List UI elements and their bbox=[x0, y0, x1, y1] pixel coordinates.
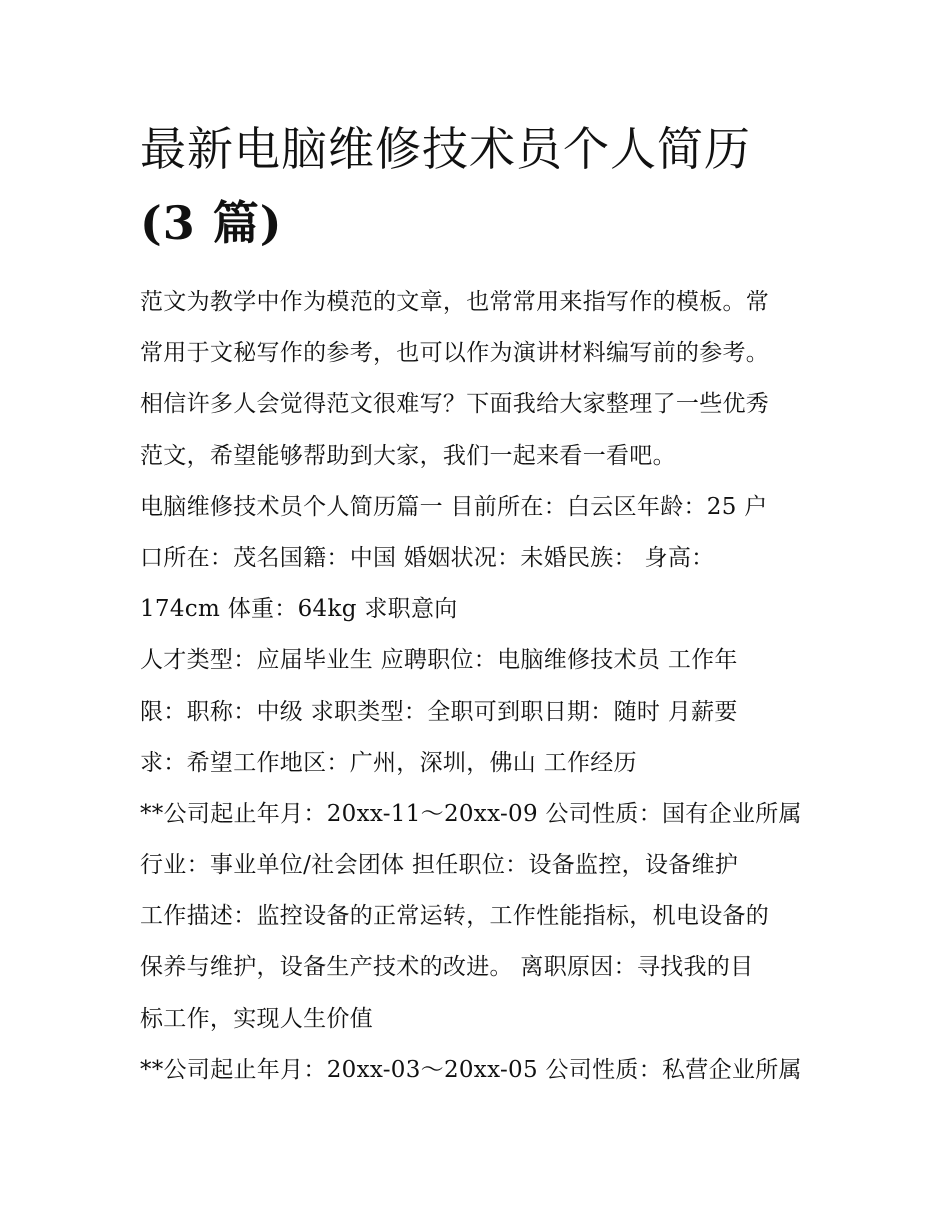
body-line: 标工作，实现人生价值 bbox=[140, 1005, 373, 1032]
document-body bbox=[140, 277, 830, 1096]
body-line: 范文，希望能够帮助到大家，我们一起来看一看吧。 bbox=[140, 442, 676, 469]
body-line: 相信许多人会觉得范文很难写？下面我给大家整理了一些优秀 bbox=[140, 391, 770, 418]
body-line: 174cm 体重：64kg 求职意向 bbox=[140, 596, 458, 623]
body-line: 范文为教学中作为模范的文章，也常常用来指写作的模板。常 bbox=[140, 289, 770, 315]
title-line-2: (3 篇) bbox=[140, 196, 283, 250]
body-line: 保养与维护，设备生产技术的改进。 离职原因：寻找我的目 bbox=[140, 954, 754, 981]
body-line: 常用于文秘写作的参考，也可以作为演讲材料编写前的参考。 bbox=[140, 340, 770, 367]
body-line: 限：职称：中级 求职类型：全职可到职日期：随时 月薪要 bbox=[140, 698, 738, 725]
body-line: **公司起止年月：20xx-11～20xx-09 公司性质：国有企业所属 bbox=[140, 800, 802, 827]
body-line: 行业：事业单位/社会团体 担任职位：设备监控，设备维护 bbox=[140, 852, 739, 879]
title-line-1: 最新电脑维修技术员个人简历 bbox=[140, 122, 751, 176]
document-title bbox=[140, 112, 820, 260]
body-line: 电脑维修技术员个人简历篇一 目前所在：白云区年龄：25 户 bbox=[140, 493, 768, 520]
body-line: 人才类型：应届毕业生 应聘职位：电脑维修技术员 工作年 bbox=[140, 647, 738, 674]
body-line: 工作描述：监控设备的正常运转，工作性能指标，机电设备的 bbox=[140, 903, 770, 930]
body-line: 求：希望工作地区：广州，深圳，佛山 工作经历 bbox=[140, 749, 637, 776]
body-line: 口所在：茂名国籍：中国 婚姻状况：未婚民族： 身高： bbox=[140, 544, 715, 571]
body-line: **公司起止年月：20xx-03～20xx-05 公司性质：私营企业所属 bbox=[140, 1056, 802, 1083]
